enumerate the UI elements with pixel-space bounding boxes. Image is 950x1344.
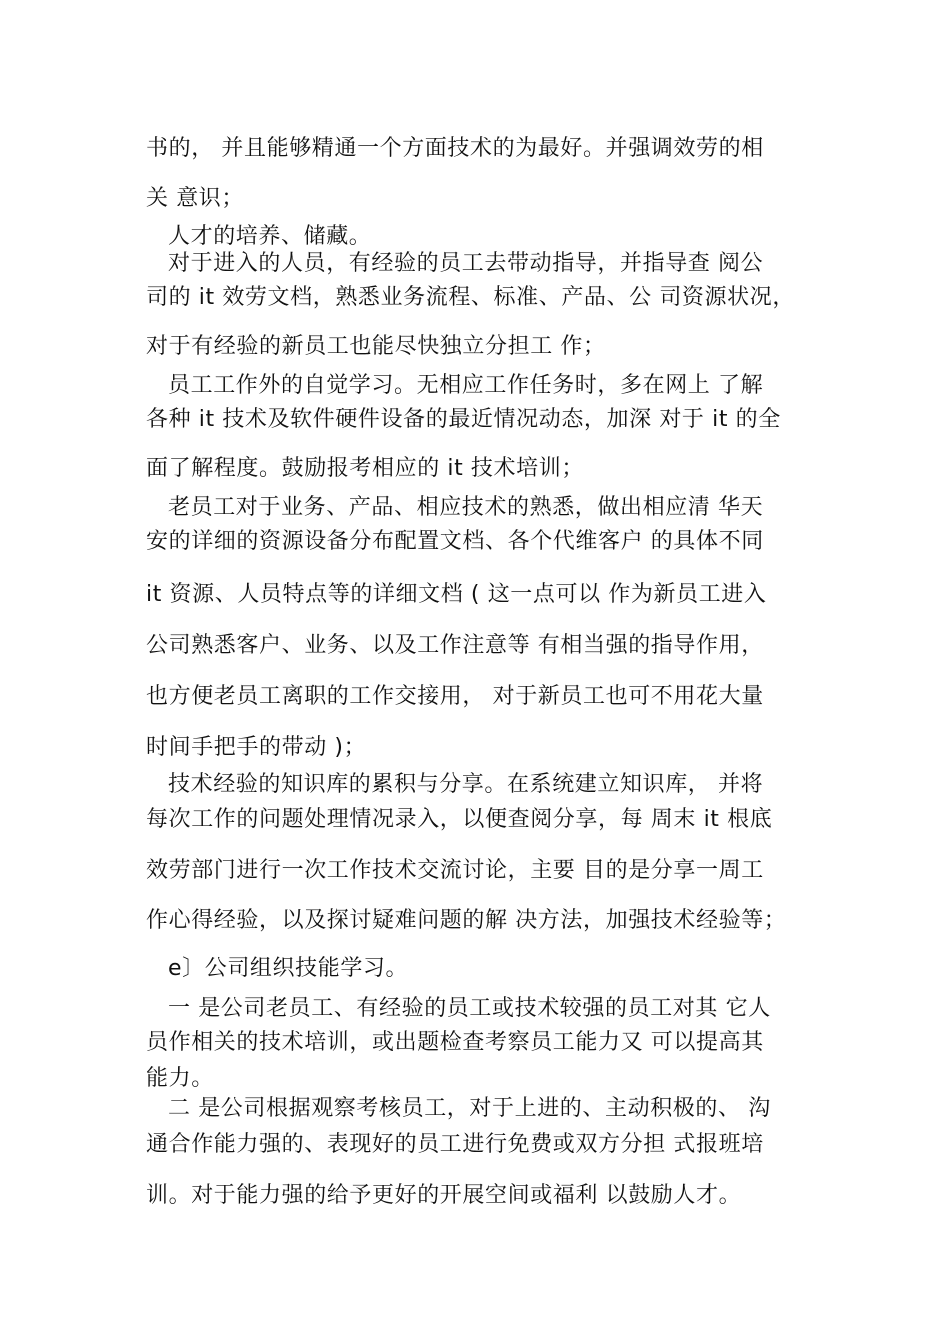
text-line: it 资源、人员特点等的详细文档 ( 这一点可以 作为新员工进入 (146, 582, 767, 607)
text-line: 面了解程度。鼓励报考相应的 it 技术培训； (146, 456, 584, 481)
text-line: 司的 it 效劳文档，熟悉业务流程、标准、产品、公 司资源状况， (146, 285, 795, 310)
text-line: 关 意识； (146, 186, 244, 211)
text-line: 各种 it 技术及软件硬件设备的最近情况动态，加深 对于 it 的全 (146, 407, 781, 432)
text-line: 员工工作外的自觉学习。无相应工作任务时，多在网上 了解 (168, 373, 764, 398)
text-line: 能力。 (146, 1066, 214, 1091)
text-line: 训。对于能力强的给予更好的开展空间或福利 以鼓励人才。 (146, 1183, 742, 1208)
text-line: 人才的培养、储藏。 (168, 224, 372, 249)
text-line: 公司熟悉客户、业务、以及工作注意等 有相当强的指导作用， (146, 633, 764, 658)
text-line: 安的详细的资源设备分布配置文档、各个代维客户 的具体不同 (146, 529, 764, 554)
text-line: 作心得经验，以及探讨疑难问题的解 决方法，加强技术经验等； (146, 908, 787, 933)
text-line: 技术经验的知识库的累积与分享。在系统建立知识库， 并将 (168, 772, 764, 797)
text-line: 时间手把手的带动 )； (146, 735, 367, 760)
text-line: e〕公司组织技能学习。 (168, 956, 409, 981)
text-line: 效劳部门进行一次工作技术交流讨论，主要 目的是分享一周工 (146, 858, 764, 883)
text-line: 也方便老员工离职的工作交接用， 对于新员工也可不用花大量 (146, 684, 764, 709)
text-line: 对于有经验的新员工也能尽快独立分担工 作； (146, 334, 606, 359)
text-line: 通合作能力强的、表现好的员工进行免费或双方分担 式报班培 (146, 1132, 764, 1157)
text-line: 对于进入的人员，有经验的员工去带动指导，并指导查 阅公 (168, 251, 764, 276)
text-line: 二 是公司根据观察考核员工，对于上进的、主动积极的、 沟 (168, 1096, 771, 1121)
text-line: 老员工对于业务、产品、相应技术的熟悉，做出相应清 华天 (168, 495, 764, 520)
text-line: 一 是公司老员工、有经验的员工或技术较强的员工对其 它人 (168, 996, 771, 1021)
text-line: 员作相关的技术培训，或出题检查考察员工能力又 可以提高其 (146, 1030, 764, 1055)
text-line: 每次工作的问题处理情况录入，以便查阅分享，每 周末 it 根底 (146, 807, 773, 832)
text-line: 书的， 并且能够精通一个方面技术的为最好。并强调效劳的相 (146, 136, 764, 161)
